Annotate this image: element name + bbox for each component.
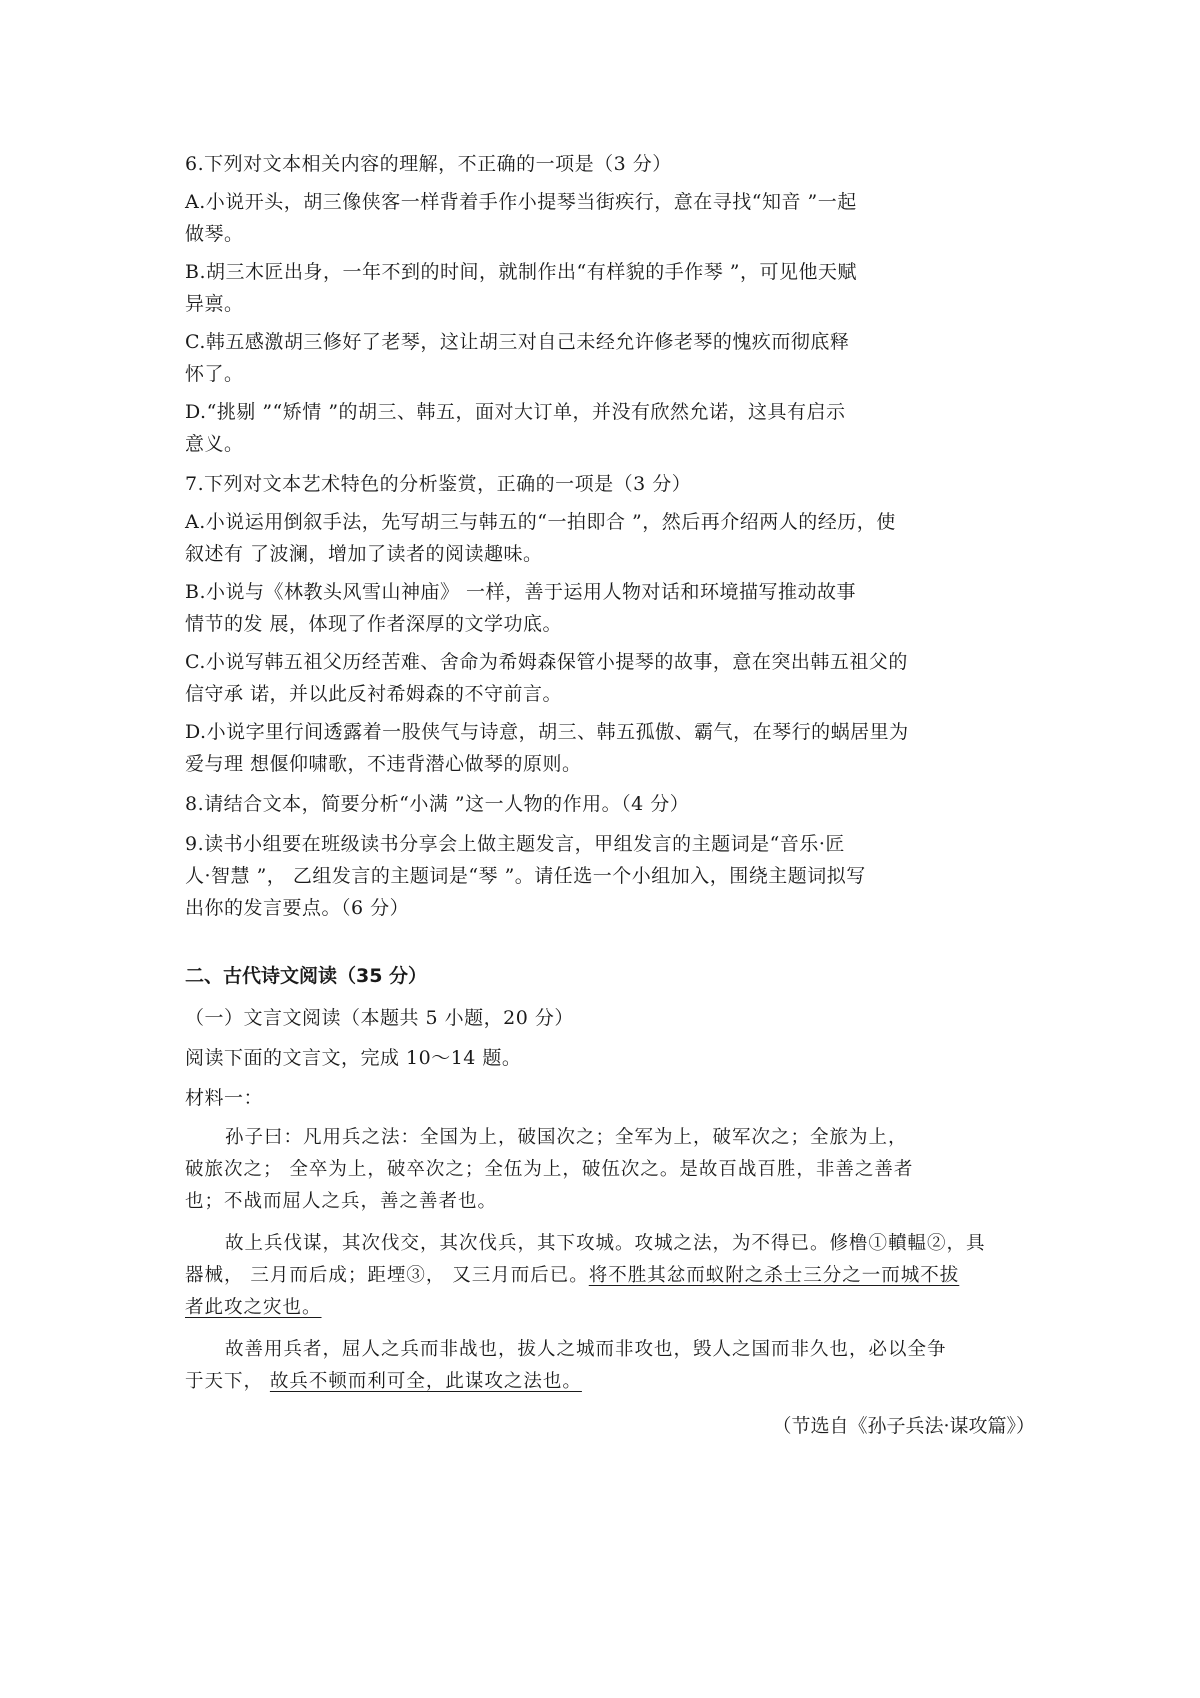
question-8-stem: 8.请结合文本，简要分析“小满 ”这一人物的作用。（4 分） — [185, 793, 690, 815]
option-line: 意义。 — [185, 433, 244, 455]
underlined-sentence: 者此攻之灾也。 — [185, 1297, 322, 1318]
section-2-instruction: 阅读下面的文言文，完成 10～14 题。 — [185, 1047, 522, 1069]
section-2-title: 二、古代诗文阅读（35 分） — [185, 965, 428, 987]
question-6-option-d — [185, 396, 1035, 460]
option-line: 异禀。 — [185, 293, 244, 315]
question-9 — [185, 828, 1035, 924]
question-7-option-a — [185, 506, 1035, 570]
passage-line: 也；不战而屈人之兵，善之善者也。 — [185, 1191, 498, 1212]
passage-line: 故善用兵者，屈人之兵而非战也，拔人之城而非攻也，毁人之国而非久也，必以全争 — [225, 1339, 947, 1360]
material-one-label: 材料一： — [185, 1087, 264, 1109]
option-line: 怀了。 — [185, 363, 244, 385]
passage-line — [185, 1260, 1035, 1292]
option-line: 爱与理 想偃仰啸歌，不违背潜心做琴的原则。 — [185, 753, 582, 775]
underlined-sentence: 将不胜其忿而蚁附之杀士三分之一而城不拔 — [588, 1265, 960, 1286]
question-7-option-d — [185, 716, 1035, 780]
option-line: 情节的发 展，体现了作者深厚的文学功底。 — [185, 613, 563, 635]
page-content — [185, 148, 1035, 1442]
question-6-option-b — [185, 256, 1035, 320]
question-7 — [185, 468, 1035, 780]
section-2-subtitle: （一）文言文阅读（本题共 5 小题，20 分） — [185, 1007, 574, 1029]
question-6-stem: 6.下列对文本相关内容的理解，不正确的一项是（3 分） — [185, 153, 672, 175]
option-line: C.小说写韩五祖父历经苦难、舍命为希姆森保管小提琴的故事，意在突出韩五祖父的 — [185, 651, 908, 673]
question-6-option-c — [185, 326, 1035, 390]
option-line: A.小说开头，胡三像侠客一样背着手作小提琴当街疾行，意在寻找“知音 ”一起 — [185, 191, 857, 213]
option-line: B.胡三木匠出身，一年不到的时间，就制作出“有样貌的手作琴 ”，可见他天赋 — [185, 261, 857, 283]
passage-line: 孙子曰：凡用兵之法：全国为上，破国次之；全军为上，破军次之；全旅为上， — [225, 1127, 908, 1148]
passage-line: 破旅次之； 全卒为上，破卒次之；全伍为上，破伍次之。是故百战百胜，非善之善者 — [185, 1159, 914, 1180]
option-line: 信守承 诺，并以此反衬希姆森的不守前言。 — [185, 683, 563, 705]
passage-line — [185, 1366, 1035, 1398]
passage-line: 故上兵伐谋，其次伐交，其次伐兵，其下攻城。攻城之法，为不得已。修橹①轒輼②，具 — [225, 1233, 986, 1254]
question-9-line: 出你的发言要点。（6 分） — [185, 897, 410, 919]
option-line: B.小说与《林教头风雪山神庙》 一样，善于运用人物对话和环境描写推动故事 — [185, 581, 857, 603]
passage-line — [185, 1292, 1035, 1324]
option-line: C.韩五感激胡三修好了老琴，这让胡三对自己未经允许修老琴的愧疚而彻底释 — [185, 331, 850, 353]
question-7-stem: 7.下列对文本艺术特色的分析鉴赏，正确的一项是（3 分） — [185, 473, 692, 495]
question-9-line: 人·智慧 ”， 乙组发言的主题词是“琴 ”。请任选一个小组加入，围绕主题词拟写 — [185, 865, 866, 887]
section-gap — [185, 924, 1035, 960]
passage-text: 于天下， — [185, 1371, 270, 1392]
underlined-sentence: 故兵不顿而利可全，此谋攻之法也。 — [269, 1371, 582, 1392]
option-line: D.小说字里行间透露着一股侠气与诗意，胡三、韩五孤傲、霸气，在琴行的蜗居里为 — [185, 721, 909, 743]
question-9-line: 9.读书小组要在班级读书分享会上做主题发言，甲组发言的主题词是“音乐·匠 — [185, 833, 845, 855]
option-line: 叙述有 了波澜，增加了读者的阅读趣味。 — [185, 543, 543, 565]
passage-paragraph-3 — [185, 1334, 1035, 1398]
question-7-option-c — [185, 646, 1035, 710]
passage-text: 器械， 三月而后成；距堙③， 又三月而后已。 — [185, 1265, 589, 1286]
passage-source: （节选自《孙子兵法·谋攻篇》） — [772, 1415, 1035, 1437]
option-line: 做琴。 — [185, 223, 244, 245]
option-line: A.小说运用倒叙手法，先写胡三与韩五的“一拍即合 ”，然后再介绍两人的经历，使 — [185, 511, 896, 533]
passage-paragraph-2 — [185, 1228, 1035, 1324]
question-7-option-b — [185, 576, 1035, 640]
question-6-option-a — [185, 186, 1035, 250]
question-8 — [185, 788, 1035, 820]
passage-paragraph-1 — [185, 1122, 1035, 1218]
option-line: D.“挑剔 ”“矫情 ”的胡三、韩五，面对大订单，并没有欣然允诺，这具有启示 — [185, 401, 846, 423]
question-6 — [185, 148, 1035, 460]
